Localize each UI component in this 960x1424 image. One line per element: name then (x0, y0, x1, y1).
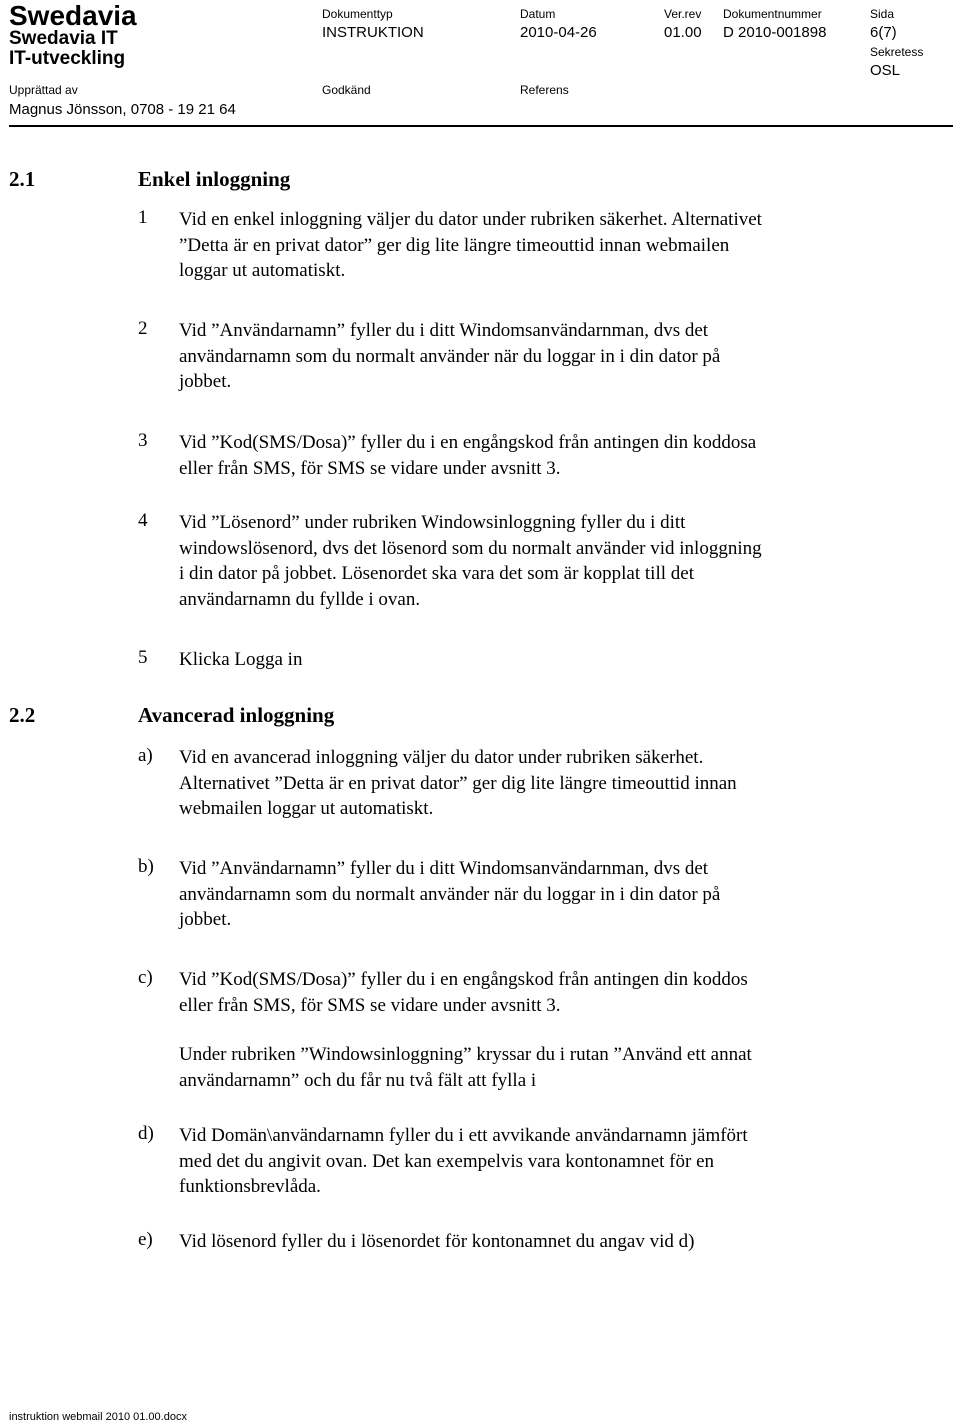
header-divider (9, 125, 953, 127)
list-item-line: Vid Domän\användarnamn fyller du i ett avvikande användarnamn jämfört (179, 1125, 748, 1146)
list-item (179, 745, 879, 822)
section-title: Avancerad inloggning (138, 703, 335, 727)
list-item-number: c) (138, 967, 153, 988)
list-item (179, 430, 879, 481)
list-item (179, 856, 879, 933)
list-item-line: Under rubriken ”Windowsinloggning” kryssar du i rutan ”Använd ett annat (179, 1044, 752, 1065)
list-item-line: med det du angivit ovan. Det kan exempelvis vara kontonamnet för en (179, 1150, 715, 1172)
page-value: 6(7) (870, 24, 897, 41)
list-item-number: 5 (138, 647, 148, 668)
author-label: Upprättad av (9, 83, 78, 97)
list-item-number: 4 (138, 510, 148, 531)
secrecy-value: OSL (870, 62, 901, 79)
list-item-line: Vid ”Kod(SMS/Dosa)” fyller du i en engångskod från antingen din koddosa (179, 432, 757, 453)
list-item-line: Alternativet ”Detta är en privat dator” ger dig lite längre timeouttid innan (179, 772, 737, 794)
list-item-number: d) (138, 1123, 154, 1144)
section-number: 2.1 (9, 167, 36, 191)
list-item-line: användarnamn du fyllde i ovan. (179, 588, 421, 610)
list-item-line: eller från SMS, för SMS se vidare under avsnitt 3. (179, 994, 561, 1016)
list-item-number: 2 (138, 318, 148, 339)
date-label: Datum (520, 7, 556, 21)
revision-label: Ver.rev (664, 7, 702, 21)
list-item-line: Vid ”Användarnamn” fyller du i ditt Windomsanvändarnman, dvs det (179, 858, 709, 879)
list-item-line: Klicka Logga in (179, 649, 303, 670)
list-item (179, 207, 879, 284)
footer-filename: instruktion webmail 2010 01.00.docx (9, 1411, 187, 1423)
author-value: Magnus Jönsson, 0708 - 19 21 64 (9, 101, 236, 118)
list-item-line: Vid ”Lösenord” under rubriken Windowsinloggning fyller du i ditt (179, 512, 686, 533)
list-item-number: b) (138, 856, 154, 877)
list-item-line: användarnamn” och du får nu två fält att fylla i (179, 1069, 537, 1091)
docnum-value: D 2010-001898 (723, 24, 827, 41)
list-item (179, 1123, 879, 1200)
list-item-line: Vid ”Kod(SMS/Dosa)” fyller du i en engångskod från antingen din koddos (179, 969, 748, 990)
list-item (179, 318, 879, 395)
date-value: 2010-04-26 (520, 24, 597, 41)
secrecy-label: Sekretess (870, 45, 924, 59)
section-title: Enkel inloggning (138, 167, 291, 191)
list-item-line: Vid en enkel inloggning väljer du dator under rubriken säkerhet. Alternativet (179, 209, 762, 230)
brand-name: Swedavia (9, 0, 137, 31)
list-item-line: jobbet. (179, 371, 232, 392)
org-unit: Swedavia IT (9, 28, 118, 49)
list-item-line: webmailen loggar ut automatiskt. (179, 798, 434, 819)
doctype-label: Dokumenttyp (322, 7, 393, 21)
list-item-line: funktionsbrevlåda. (179, 1176, 321, 1197)
list-item (179, 967, 879, 1018)
reference-label: Referens (520, 83, 569, 97)
docnum-label: Dokumentnummer (723, 7, 822, 21)
list-item-line: användarnamn som du normalt använder när du loggar in i din dator på (179, 345, 721, 367)
list-item-number: 1 (138, 207, 148, 228)
list-item-line: användarnamn som du normalt använder när du loggar in i din dator på (179, 883, 721, 905)
list-item-line: Vid lösenord fyller du i lösenordet för kontonamnet du angav vid d) (179, 1231, 695, 1252)
list-item-line: jobbet. (179, 909, 232, 930)
list-item-line: ”Detta är en privat dator” ger dig lite längre timeouttid innan webmailen (179, 234, 730, 256)
list-item-line: loggar ut automatiskt. (179, 260, 346, 281)
list-item-line: i din dator på jobbet. Lösenordet ska vara det som är kopplat till det (179, 563, 694, 584)
page-label: Sida (870, 7, 895, 21)
list-item-number: 3 (138, 430, 148, 451)
department: IT-utveckling (9, 48, 126, 69)
list-item-number: e) (138, 1229, 153, 1250)
list-item (179, 1229, 879, 1255)
list-item-line: Vid ”Användarnamn” fyller du i ditt Windomsanvändarnman, dvs det (179, 320, 709, 341)
doctype-value: INSTRUKTION (322, 24, 424, 41)
list-item-line: Vid en avancerad inloggning väljer du dator under rubriken säkerhet. (179, 747, 704, 768)
list-item (179, 1042, 879, 1093)
section-number: 2.2 (9, 703, 36, 727)
list-item (179, 510, 879, 612)
revision-value: 01.00 (664, 24, 702, 41)
approved-label: Godkänd (322, 83, 371, 97)
list-item (179, 647, 879, 673)
list-item-line: windowslösenord, dvs det lösenord som du normalt använder vid inloggning (179, 537, 762, 559)
list-item-number: a) (138, 745, 153, 766)
list-item-line: eller från SMS, för SMS se vidare under avsnitt 3. (179, 457, 561, 479)
